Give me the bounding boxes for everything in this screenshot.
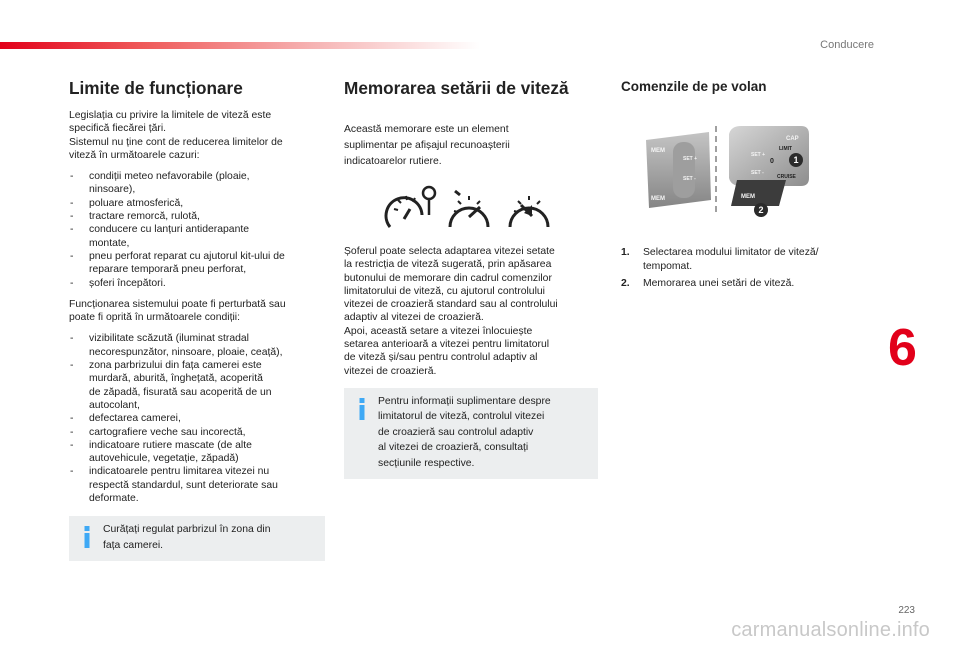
text-line: secțiunile respective. — [378, 457, 475, 469]
list-item — [69, 412, 325, 425]
legend-number: 1. — [621, 247, 630, 258]
speed-limiter-icon — [444, 185, 494, 235]
text-line: autocolant, — [89, 399, 140, 411]
text-line: viteză în următoarele cazuri: — [69, 149, 200, 161]
set-minus-label-left: SET - — [683, 176, 696, 182]
ignored-cases-list — [69, 170, 325, 290]
text-line: Șoferul poate selecta adaptarea vitezei setate — [344, 246, 555, 257]
text-line: - vizibilitate scăzută (iluminat stradal — [89, 333, 249, 345]
text-line: autovehicule, vegetație, zăpadă) — [89, 453, 239, 465]
text-line: de croazieră sau controlul adaptiv — [378, 426, 534, 438]
mem-label-left: MEM — [651, 148, 665, 154]
page-number: 223 — [898, 605, 915, 616]
text-line: Curățați regulat parbrizul în zona din — [103, 524, 271, 536]
text-line: Această memorare este un element — [344, 124, 509, 135]
chapter-number: 6 — [888, 319, 917, 377]
column-speed-memorisation — [344, 78, 598, 479]
text-line: murdară, aburită, înghețată, acoperită — [89, 373, 263, 385]
list-item — [69, 223, 325, 250]
header-accent-bar — [0, 42, 480, 49]
legend-item — [621, 246, 861, 274]
text-line: specifică fiecărei țări. — [69, 123, 167, 135]
list-item — [69, 439, 325, 466]
zero-label: 0 — [770, 158, 774, 165]
text-line: tempomat. — [643, 261, 693, 272]
column-operating-limits — [69, 78, 325, 561]
list-item — [69, 250, 325, 277]
limit-label: LIMIT — [779, 146, 793, 152]
more-info-note — [344, 388, 598, 480]
section-title: Conducere — [820, 39, 874, 51]
list-item — [69, 197, 325, 210]
text-line: - indicatoarele pentru limitarea vitezei nu — [89, 466, 270, 478]
text-line: limitatorului de viteză, cu ajutorul controlului — [344, 285, 545, 297]
list-item — [69, 170, 325, 197]
speed-memorisation-heading: Memorarea setării de viteză — [344, 78, 569, 98]
legend-item — [621, 277, 861, 291]
text-line: de zăpadă, fisurată sau acoperită de un — [89, 386, 272, 398]
text-line: suplimentar pe afișajul recunoașterii — [344, 140, 510, 151]
steering-wheel-controls-figure — [641, 120, 811, 220]
steering-controls-heading: Comenzile de pe volan — [621, 79, 767, 94]
text-line: - cartografiere veche sau incorectă, — [89, 426, 246, 438]
list-item — [69, 332, 325, 359]
text-line: respectă standardul, sunt deteriorate sau — [89, 479, 278, 491]
text-line: indicatoarelor rutiere. — [344, 156, 442, 167]
text-line: - pneu perforat reparat cu ajutorul kit-ului de — [89, 250, 285, 262]
callout-1: 1 — [793, 155, 799, 165]
steering-controls-legend — [621, 246, 861, 291]
list-item — [69, 359, 325, 412]
list-item — [69, 465, 325, 505]
text-line: setarea anterioară a vitezei pentru limitatorul — [344, 339, 550, 351]
set-plus-label: SET + — [751, 152, 766, 158]
speed-memorisation-intro — [344, 122, 598, 170]
text-line: poate fi oprită în următoarele condiții: — [69, 312, 240, 324]
operating-limits-heading: Limite de funcționare — [69, 78, 243, 98]
text-line: - tractare remorcă, rulotă, — [89, 211, 200, 223]
text-line: vitezei de croazieră standard sau al controlului — [344, 299, 558, 311]
legend-number: 2. — [621, 278, 630, 289]
text-line: de viteză și/sau pentru controlul adaptiv al — [344, 352, 538, 364]
text-line: - condiții meteo nefavorabile (ploaie, — [89, 171, 250, 183]
info-icon — [80, 526, 94, 548]
text-line: Selectarea modului limitator de viteză/ — [643, 247, 819, 258]
text-line: - zona parbrizului din fața camerei este — [89, 360, 262, 372]
text-line: la restricția de viteză sugerată, prin apăsarea — [344, 259, 552, 271]
text-line: al vitezei de croazieră, consultați — [378, 442, 529, 454]
text-line: Memorarea unei setări de viteză. — [643, 278, 795, 289]
text-line: fața camerei. — [103, 539, 164, 551]
speed-memorisation-body — [344, 245, 598, 378]
list-item — [69, 210, 325, 223]
text-line: vitezei de croazieră. — [344, 365, 437, 377]
text-line: Pentru informații suplimentare despre — [378, 395, 551, 407]
text-line: Sistemul nu ține cont de reducerea limitelor de — [69, 136, 283, 148]
column-steering-controls — [621, 78, 861, 294]
text-line: necorespunzător, ninsoare, ploaie, ceață), — [89, 346, 283, 358]
set-minus-label: SET - — [751, 170, 764, 176]
speed-icons-row — [344, 185, 598, 237]
operating-limits-intro — [69, 109, 325, 162]
callout-2: 2 — [758, 205, 764, 215]
cruise-label: CRUISE — [777, 174, 796, 180]
list-item — [69, 426, 325, 439]
text-line: deformate. — [89, 493, 139, 505]
watermark: carmanualsonline.info — [731, 619, 930, 641]
text-line: butonului de memorare din cadrul comenzilor — [344, 272, 552, 284]
text-line: ninsoare), — [89, 184, 136, 196]
adaptive-cruise-control-icon — [504, 185, 554, 235]
mem-label: MEM — [741, 194, 755, 200]
text-line: - poluare atmosferică, — [89, 197, 184, 209]
text-line: Apoi, această setare a vitezei înlocuiește — [344, 325, 533, 337]
text-line: reparare temporară pneu perforat, — [89, 264, 247, 276]
windscreen-note — [69, 516, 325, 561]
mem-label-left-lower: MEM — [651, 196, 665, 202]
speed-limit-sign-icon — [384, 185, 440, 235]
text-line: Funcționarea sistemului poate fi perturbată sau — [69, 298, 286, 310]
list-item — [69, 277, 325, 290]
text-line: - conducere cu lanțuri antiderapante — [89, 224, 250, 236]
info-icon — [355, 398, 369, 420]
steering-stalk-illustration — [641, 120, 811, 220]
text-line: - defectarea camerei, — [89, 413, 181, 425]
disturbance-conditions-list — [69, 332, 325, 505]
cap-label: CAP — [786, 136, 799, 142]
text-line: - indicatoare rutiere mascate (de alte — [89, 439, 252, 451]
text-line: Legislația cu privire la limitele de viteză este — [69, 110, 272, 121]
text-line: - șoferi începători. — [89, 277, 166, 289]
set-plus-label-left: SET + — [683, 156, 698, 162]
text-line: montate, — [89, 237, 130, 249]
text-line: adaptiv al vitezei de croazieră. — [344, 312, 484, 324]
text-line: limitatorul de viteză, controlul vitezei — [378, 411, 545, 423]
disturbance-intro — [69, 298, 325, 325]
